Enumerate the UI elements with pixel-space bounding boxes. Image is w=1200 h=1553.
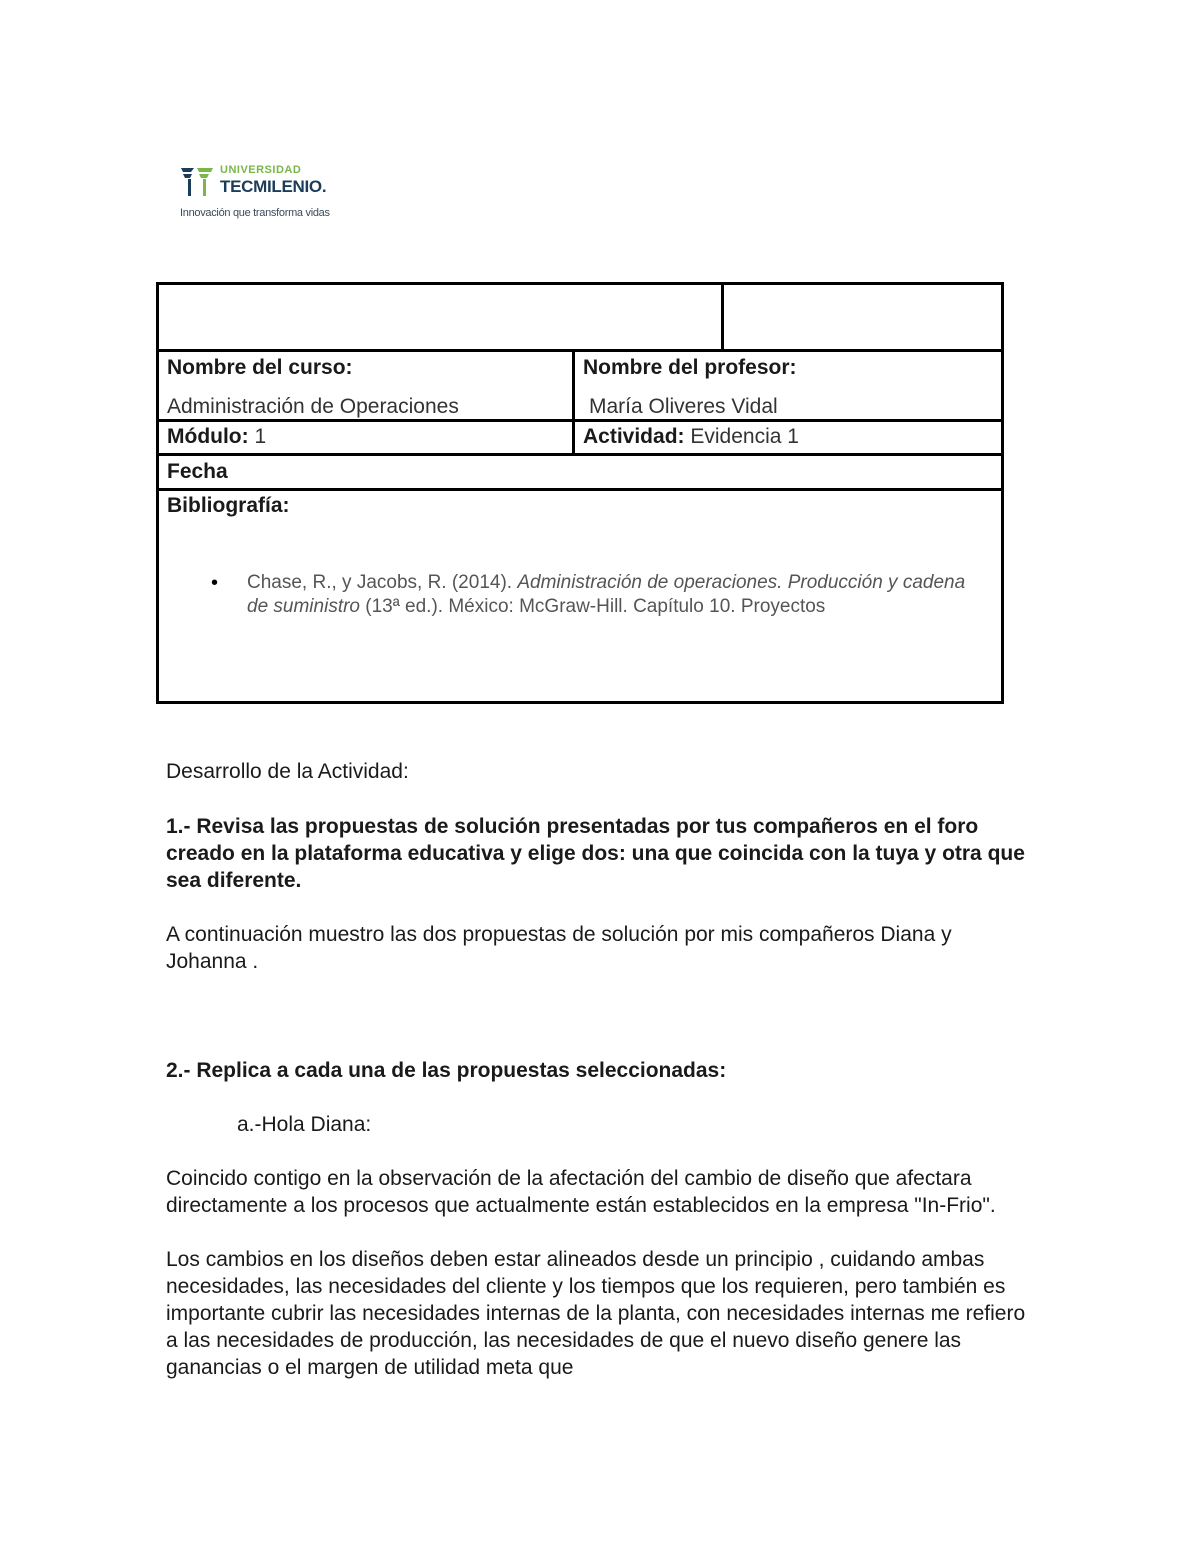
activity-cell	[583, 424, 993, 450]
activity-label: Actividad:	[583, 425, 685, 448]
course-cell	[167, 355, 567, 420]
table-divider	[721, 285, 724, 351]
course-info-table	[156, 282, 1004, 704]
bibliography-details: (13ª ed.). México: McGraw-Hill. Capítulo 10. Proyectos	[365, 596, 826, 617]
table-divider	[159, 488, 1001, 491]
activity-value: Evidencia 1	[690, 425, 799, 448]
date-label: Fecha	[167, 460, 228, 483]
bullet-icon: •	[211, 572, 219, 594]
bibliography-authors: Chase, R., y Jacobs, R. (2014).	[247, 572, 513, 593]
reply-a-heading: a.-Hola Diana:	[237, 1113, 372, 1136]
course-label: Nombre del curso:	[167, 356, 353, 379]
professor-value: María Oliveres Vidal	[589, 395, 778, 418]
reply-a-paragraph-1: Coincido contigo en la observación de la afectación del cambio de diseño que afectara directamente a los procesos que actualmente están establecidos en la empresa "In-Frio".	[166, 1167, 996, 1217]
logo-brand-text: TECMILENIO.	[220, 177, 327, 196]
question-1: 1.- Revisa las propuestas de solución presentadas por tus compañeros en el foro creado en la plataforma educativa y elige dos: una que coincida con la tuya y otra que sea diferente.	[166, 815, 1025, 892]
logo-university-text: UNIVERSIDAD	[220, 164, 302, 176]
university-logo	[180, 163, 355, 223]
course-value: Administración de Operaciones	[167, 395, 459, 418]
table-divider	[572, 351, 575, 456]
logo-tagline: Innovación que transforma vidas	[180, 207, 330, 219]
bibliography-label: Bibliografía:	[167, 494, 290, 517]
professor-label: Nombre del profesor:	[583, 356, 797, 379]
date-cell	[167, 459, 987, 485]
module-cell	[167, 424, 567, 450]
activity-intro: Desarrollo de la Actividad:	[166, 760, 409, 783]
document-body	[166, 758, 1046, 1381]
answer-1: A continuación muestro las dos propuestas de solución por mis compañeros Diana y Johanna .	[166, 923, 952, 973]
bibliography-title: Administración de operaciones. Producción y cadena de suministro	[247, 572, 966, 617]
question-2: 2.- Replica a cada una de las propuestas seleccionadas:	[166, 1059, 727, 1082]
bibliography-list	[211, 571, 967, 619]
reply-a-paragraph-2: Los cambios en los diseños deben estar alineados desde un principio , cuidando ambas necesidades, las necesidades del cliente y los tiempos que los requieren, pero también es importante cubrir las necesidades internas de la planta, con necesidades internas me refiero a las necesidades de producción, las necesidades de que el nuevo diseño genere las ganancias o el margen de utilidad meta que	[166, 1248, 1026, 1379]
logo-mark-icon	[180, 167, 214, 197]
table-divider	[159, 453, 1001, 456]
professor-cell	[583, 355, 993, 420]
table-divider	[159, 349, 1001, 352]
module-value: 1	[254, 425, 267, 448]
bibliography-cell	[167, 493, 997, 693]
module-label: Módulo:	[167, 425, 249, 448]
